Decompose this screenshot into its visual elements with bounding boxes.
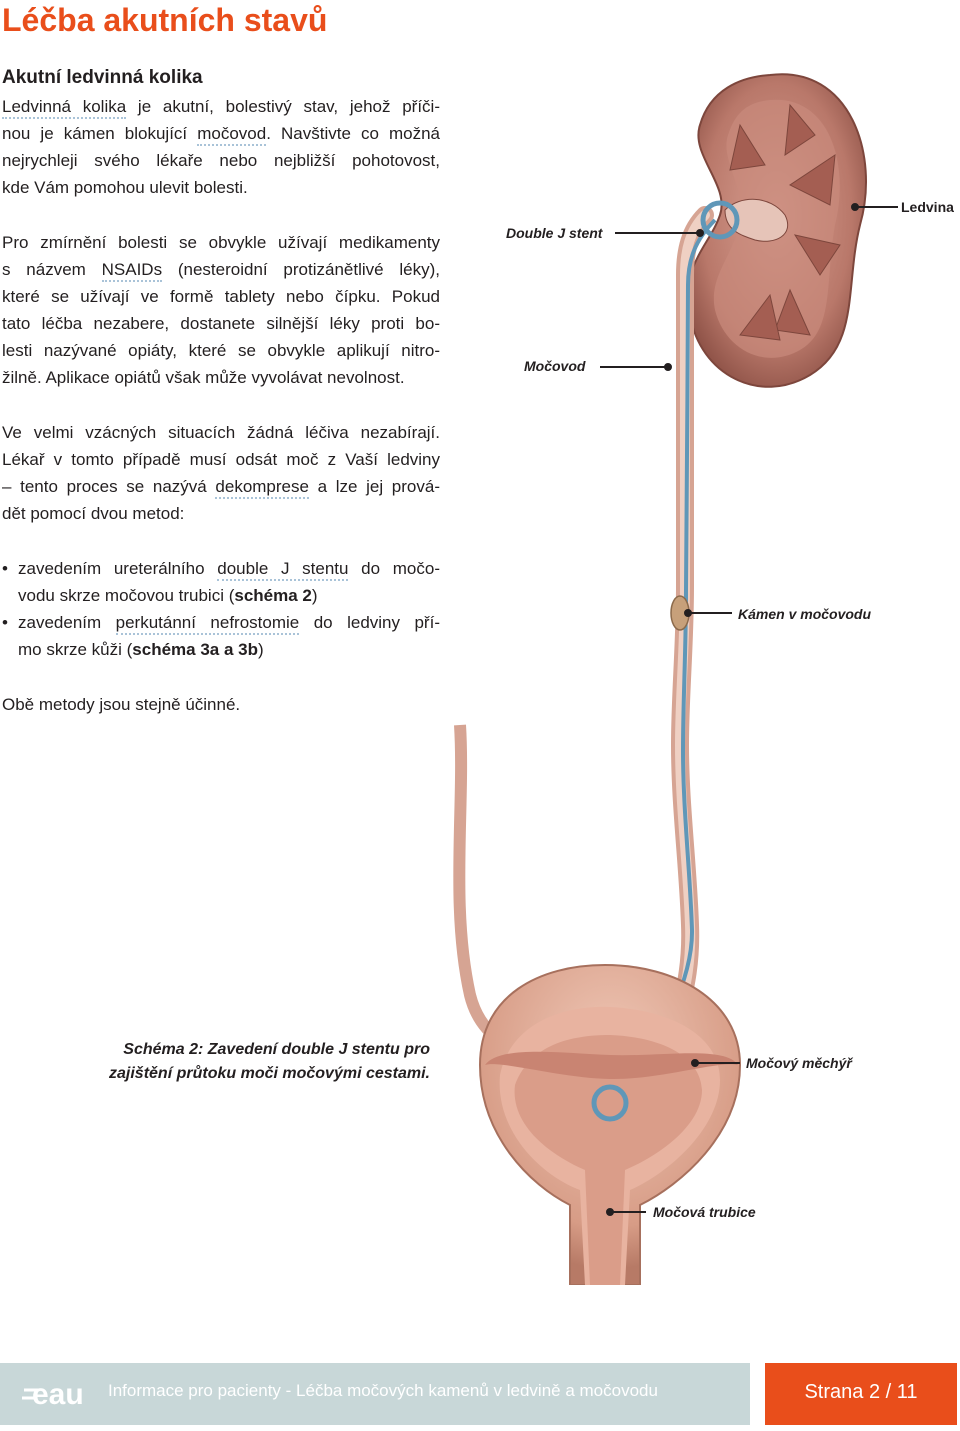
text-line: s názvem NSAIDs (nesteroidní protizánětlivé léky), [2, 256, 440, 283]
text-line: Ve velmi vzácných situacích žádná léčiva nezabírají. [2, 423, 440, 442]
method-list [2, 555, 440, 663]
glossary-term-nephrostomy[interactable]: perkutánní nefrostomie [116, 613, 300, 635]
anatomy-figure [440, 45, 960, 1285]
svg-text:eau: eau [32, 1378, 84, 1411]
label-urethra: Močová trubice [653, 1204, 756, 1220]
conclusion-text: Obě metody jsou stejně účinné. [2, 695, 241, 714]
text-line: žilně. Aplikace opiátů však může vyvolávat nevolnost. [2, 368, 405, 387]
text-line: • zavedením ureterálního double J stentu do močo- [18, 555, 440, 582]
text-line: tato léčba nezabere, dostanete silnější léky proti bo- [2, 314, 440, 333]
text-line: Pro zmírnění bolesti se obvykle užívají medikamenty [2, 233, 440, 252]
figure-caption: Schéma 2: Zavedení double J stentu pro zajištění průtoku moči močovými cestami. [109, 1041, 430, 1082]
page-number: Strana 2 / 11 [804, 1381, 918, 1403]
text-line: nou je kámen blokující močovod. Navštivte co možná [2, 120, 440, 147]
glossary-term-nsaids[interactable]: NSAIDs [102, 260, 162, 282]
footer-title: Informace pro pacienty - Léčba močových kamenů v ledvině a močovodu [108, 1381, 658, 1400]
page-title: Léčba akutních stavů [2, 2, 328, 38]
text-line: lesti nazývané opiáty, které se obvykle aplikují nitro- [2, 341, 440, 360]
label-ureter: Močovod [524, 358, 586, 374]
label-double-j-stent: Double J stent [506, 225, 603, 241]
text-line: dět pomocí dvou metod: [2, 504, 185, 523]
scheme-reference: schéma 3a a 3b [132, 640, 258, 659]
label-bladder: Močový měchýř [746, 1055, 852, 1071]
intro-paragraph [2, 93, 440, 201]
eau-logo [22, 1372, 92, 1414]
glossary-term-decompression[interactable]: dekomprese [215, 477, 309, 499]
text-line: mo skrze kůži (schéma 3a a 3b) [18, 640, 264, 659]
decompression-paragraph [2, 419, 440, 527]
text-line: Ledvinná kolika je akutní, bolestivý stav, jehož příči- [2, 93, 440, 120]
glossary-term-renal-colic[interactable]: Ledvinná kolika [2, 97, 126, 119]
label-stone: Kámen v močovodu [738, 606, 872, 622]
text-line: vodu skrze močovou trubici (schéma 2) [18, 586, 318, 605]
text-line: kde Vám pomohou ulevit bolesti. [2, 178, 248, 197]
section-heading: Akutní ledvinná kolika [2, 67, 203, 88]
list-item [2, 555, 440, 609]
scheme-reference: schéma 2 [234, 586, 312, 605]
text-line: • zavedením perkutánní nefrostomie do ledviny pří- [18, 609, 440, 636]
text-line: nejrychleji svého lékaře nebo nejbližší pohotovost, [2, 151, 440, 170]
list-item [2, 609, 440, 663]
label-kidney: Ledvina [901, 199, 954, 215]
text-line: které se užívají ve formě tablety nebo čípku. Pokud [2, 287, 440, 306]
kidney-shape [688, 74, 866, 387]
text-line: – tento proces se nazývá dekomprese a lze jej prová- [2, 473, 440, 500]
stent-shape [625, 220, 715, 1095]
medication-paragraph [2, 229, 440, 391]
text-line: Lékař v tomto případě musí odsát moč z Vaší ledviny [2, 450, 440, 469]
bladder-shape [480, 965, 740, 1285]
glossary-term-double-j-stent[interactable]: double J stentu [217, 559, 348, 581]
glossary-term-ureter[interactable]: močovod [197, 124, 266, 146]
